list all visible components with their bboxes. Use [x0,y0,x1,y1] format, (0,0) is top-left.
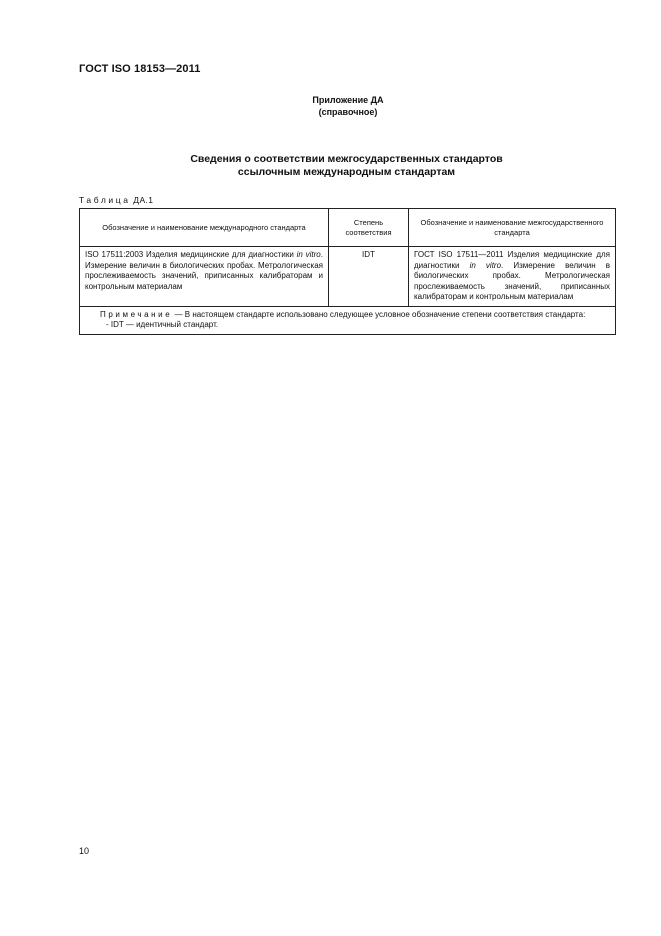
note-body: — В настоящем стандарте использовано следующее условное обозначение степени соответствия стандарта: [172,309,586,319]
table-note [80,306,616,334]
page-number: 10 [79,846,90,856]
cell-interstate-standard: ГОСТ ISO 17511—2011 Изделия медицинские для диагностики in vitro. Измерение величин в биологических пробах. Метрологическая прослеживаемость значений, приписанных калибраторам и контрольным материалам [409,247,616,307]
note-item: - IDT — идентичный стандарт. [106,320,219,329]
document-code-header: ГОСТ ISO 18153—2011 [79,63,201,75]
table-header-row [80,209,616,247]
table-label-word: Таблица [79,195,131,205]
header-interstate-standard: Обозначение и наименование межгосударственного стандарта [409,209,616,247]
header-degree-of-conformity: Степень соответствия [329,209,409,247]
note-text [85,310,610,321]
note-label: Примечание [100,309,173,319]
appendix-heading [0,94,661,118]
table-row [80,247,616,307]
cell-international-standard: ISO 17511:2003 Изделия медицинские для диагностики in vitro. Измерение величин в биологических пробах. Метрологическая прослеживаемость значений, приписанных калибраторам и контрольным материалам [80,247,329,307]
appendix-title: Приложение ДА [312,95,384,105]
cell-degree: IDT [329,247,409,307]
table-label [79,195,153,205]
table-label-number: ДА.1 [133,195,154,205]
section-title-line2: ссылочным международным стандартам [237,166,456,178]
section-title [79,153,614,179]
appendix-subtitle: (справочное) [318,107,378,117]
table-note-row [80,306,616,334]
correspondence-table [79,208,616,335]
header-international-standard: Обозначение и наименование международного стандарта [80,209,329,247]
section-title-line1: Сведения о соответствии межгосударственных стандартов [190,153,503,165]
